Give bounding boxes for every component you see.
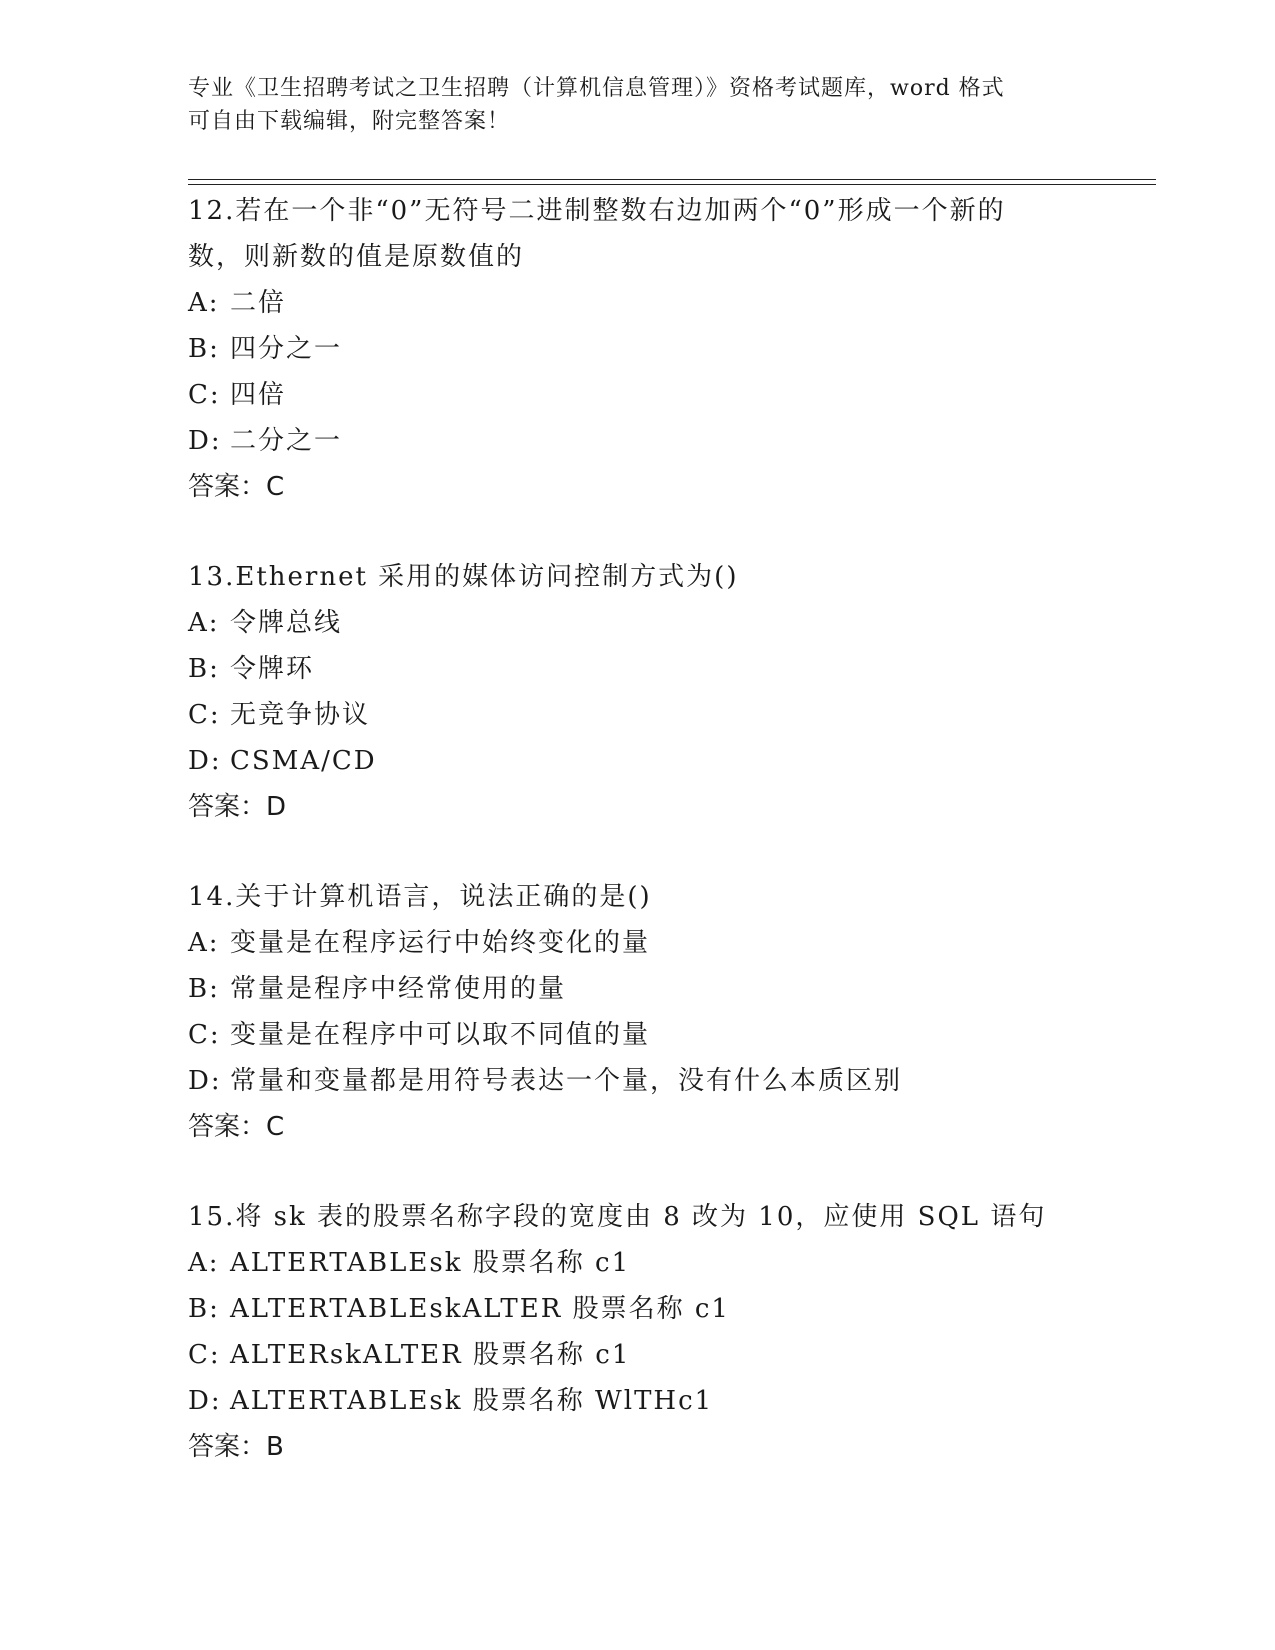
question-stem-line: 14.关于计算机语言，说法正确的是() xyxy=(188,882,652,912)
option-text: 四分之一 xyxy=(230,334,343,364)
option-d xyxy=(188,418,1088,464)
question-item xyxy=(188,554,1088,830)
option-text: CSMA/CD xyxy=(230,746,377,776)
option-text: ALTERTABLEsk 股票名称 WlTHc1 xyxy=(230,1386,714,1416)
option-d xyxy=(188,1058,1088,1104)
option-key: D: xyxy=(188,1066,222,1096)
option-c xyxy=(188,372,1088,418)
option-text: 变量是在程序中可以取不同值的量 xyxy=(230,1020,651,1050)
option-key: A: xyxy=(188,928,220,958)
option-c xyxy=(188,1012,1088,1058)
question-stem-line: 12.若在一个非“0”无符号二进制整数右边加两个“0”形成一个新的 xyxy=(188,196,1006,226)
question-stem-line: 13.Ethernet 采用的媒体访问控制方式为() xyxy=(188,562,739,592)
option-key: C: xyxy=(188,700,221,730)
option-text: 令牌环 xyxy=(230,654,315,684)
question-stem xyxy=(188,188,1088,280)
document-header xyxy=(188,72,1088,138)
option-key: D: xyxy=(188,746,222,776)
option-text: 四倍 xyxy=(230,380,287,410)
option-key: A: xyxy=(188,1248,220,1278)
option-text: ALTERTABLEskALTER 股票名称 c1 xyxy=(230,1294,730,1324)
header-divider-top xyxy=(188,179,1156,180)
option-c xyxy=(188,1332,1088,1378)
header-line-1: 专业《卫生招聘考试之卫生招聘（计算机信息管理）》资格考试题库，word 格式 xyxy=(188,76,1005,101)
question-stem xyxy=(188,874,1088,920)
option-text: 二分之一 xyxy=(230,426,343,456)
question-stem xyxy=(188,1194,1088,1240)
header-line-2: 可自由下载编辑，附完整答案！ xyxy=(188,109,511,134)
answer-line: 答案：D xyxy=(188,792,287,822)
option-a xyxy=(188,600,1088,646)
question-list xyxy=(188,188,1088,1514)
question-stem xyxy=(188,554,1088,600)
option-b xyxy=(188,646,1088,692)
option-b xyxy=(188,1286,1088,1332)
option-text: 二倍 xyxy=(230,288,287,318)
option-text: ALTERskALTER 股票名称 c1 xyxy=(230,1340,631,1370)
option-key: A: xyxy=(188,288,220,318)
answer-line: 答案：C xyxy=(188,1112,285,1142)
question-item xyxy=(188,1194,1088,1470)
option-text: ALTERTABLEsk 股票名称 c1 xyxy=(230,1248,631,1278)
option-key: D: xyxy=(188,426,222,456)
answer-line: 答案：B xyxy=(188,1432,284,1462)
option-key: B: xyxy=(188,654,220,684)
option-b xyxy=(188,966,1088,1012)
option-text: 令牌总线 xyxy=(230,608,343,638)
option-text: 无竞争协议 xyxy=(230,700,371,730)
question-item xyxy=(188,188,1088,510)
option-key: B: xyxy=(188,1294,220,1324)
answer-line: 答案：C xyxy=(188,472,285,502)
option-key: C: xyxy=(188,1340,221,1370)
question-stem-line: 数，则新数的值是原数值的 xyxy=(188,242,525,272)
option-b xyxy=(188,326,1088,372)
question-item xyxy=(188,874,1088,1150)
option-a xyxy=(188,280,1088,326)
option-key: A: xyxy=(188,608,220,638)
option-a xyxy=(188,920,1088,966)
option-c xyxy=(188,692,1088,738)
option-text: 常量是程序中经常使用的量 xyxy=(230,974,567,1004)
header-divider-bottom xyxy=(188,184,1156,185)
option-text: 变量是在程序运行中始终变化的量 xyxy=(230,928,651,958)
option-d xyxy=(188,1378,1088,1424)
option-key: B: xyxy=(188,974,220,1004)
option-key: C: xyxy=(188,1020,221,1050)
option-d xyxy=(188,738,1088,784)
option-key: B: xyxy=(188,334,220,364)
option-a xyxy=(188,1240,1088,1286)
option-text: 常量和变量都是用符号表达一个量，没有什么本质区别 xyxy=(230,1066,903,1096)
question-stem-line: 15.将 sk 表的股票名称字段的宽度由 8 改为 10，应使用 SQL 语句 xyxy=(188,1202,1047,1232)
option-key: C: xyxy=(188,380,221,410)
option-key: D: xyxy=(188,1386,222,1416)
